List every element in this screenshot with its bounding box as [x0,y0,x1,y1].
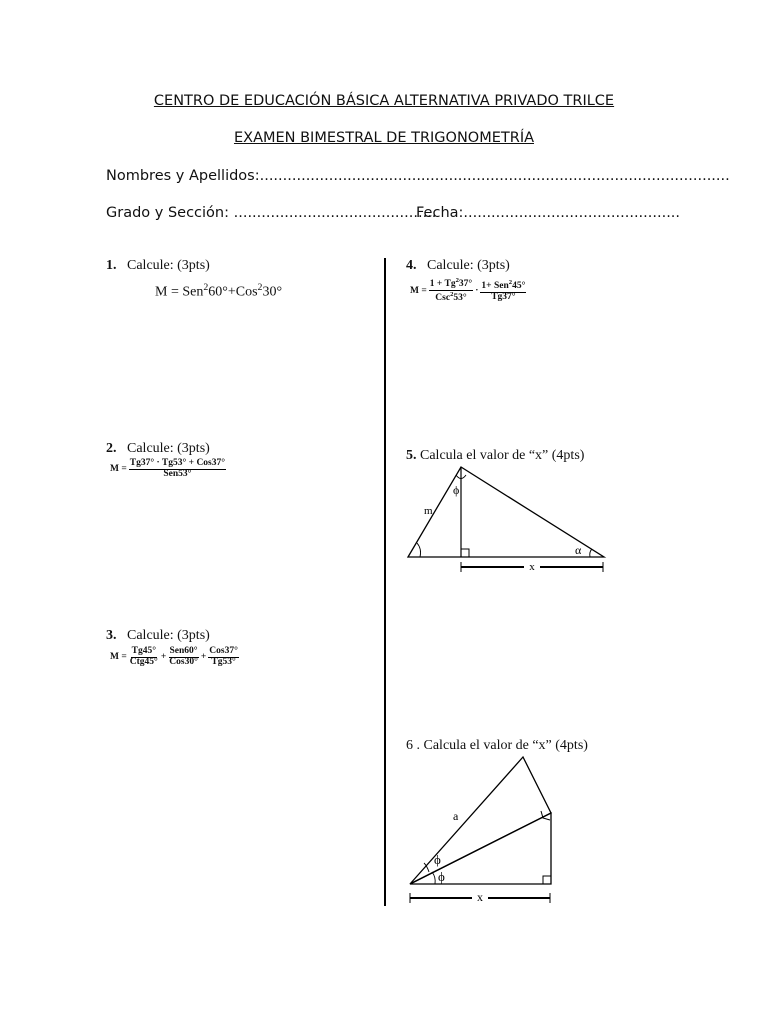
question-3-formula [110,647,239,668]
label-m: m [424,505,433,517]
fraction [168,647,199,668]
label-x: x [477,890,483,904]
formula-m: M = [410,285,427,296]
numerator: Sen60° [169,646,198,656]
fraction [480,279,526,303]
question-2-number: 2. [106,441,117,456]
right-angle-mark [543,876,551,884]
question-1-text: Calcule: (3pts) [127,258,210,273]
fraction [208,647,239,668]
formula-m: M = [110,464,127,475]
question-1-formula [155,282,282,301]
question-2-prompt [106,441,210,457]
exponent: 2 [455,277,459,284]
formula-part: 30° [262,284,283,300]
question-4-text: Calcule: (3pts) [427,258,510,273]
date-field-line: Fecha:............................................... [416,205,681,221]
label-a: a [453,809,459,823]
question-6-triangle-figure [400,750,560,910]
formula-part: 60°+Cos [208,284,258,300]
question-4-formula [410,277,526,304]
question-2-text: Calcule: (3pts) [127,441,210,456]
question-1-prompt [106,258,210,274]
question-3-prompt [106,628,210,644]
exponent: 2 [450,291,454,299]
numerator-text: 1+ Sen [481,280,509,291]
question-3-number: 3. [106,628,117,643]
exam-title: EXAMEN BIMESTRAL DE TRIGONOMETRÍA [233,130,535,146]
label-phi: ϕ [434,852,441,867]
question-6-text: Calcula el valor de “x” (4pts) [420,738,588,753]
question-4-number: 4. [406,258,417,273]
denominator-text: Csc [435,293,451,304]
formula-m: M = Sen [155,284,204,300]
plus-sign: + [160,652,167,663]
outer-triangle [410,757,551,884]
column-divider [384,258,386,906]
denominator-text: 53° [453,293,467,304]
exponent: 2 [257,282,263,293]
question-5-text: Calcula el valor de “x” (4pts) [416,448,585,463]
exponent: 2 [508,278,513,286]
plus-sign: + [200,652,207,663]
fraction [429,277,473,304]
denominator [434,291,467,304]
inner-triangle [410,813,551,884]
angle-arc [417,543,421,557]
multiply-sign: · [475,285,479,296]
denominator: Tg37° [491,291,516,302]
grade-field-line: Grado y Sección: ............................................ [106,205,437,221]
numerator-text: 1 + Tg [429,279,456,290]
denominator: Sen53° [163,468,192,479]
label-phi: ϕ [453,483,460,497]
question-6-number: 6 . [406,738,420,753]
question-3-text: Calcule: (3pts) [127,628,210,643]
fraction [129,647,159,668]
exponent: 2 [203,282,209,293]
formula-m: M = [110,652,127,663]
numerator: Cos37° [209,646,238,656]
fraction [129,459,226,480]
label-alpha: α [575,543,582,557]
numerator: Tg37° · Tg53° + Cos37° [129,458,226,468]
names-field-line: Nombres y Apellidos:...................................................................................................... [106,168,730,184]
question-1-number: 1. [106,258,117,273]
angle-arc [432,872,435,884]
label-phi: ϕ [438,869,445,884]
denominator: Ctg45° [129,656,158,667]
denominator: Tg53° [211,656,236,667]
right-angle-mark [461,549,469,557]
numerator: Tg45° [131,646,156,656]
label-x: x [529,561,535,573]
question-5-number: 5. [406,448,417,463]
question-4-prompt [406,258,510,274]
numerator-text: 37° [458,279,473,290]
question-2-formula [110,459,226,480]
school-title: CENTRO DE EDUCACIÓN BÁSICA ALTERNATIVA PRIVADO TRILCE [153,93,615,109]
numerator [480,279,526,293]
angle-arc [590,549,592,557]
question-5-triangle-figure [400,460,620,580]
denominator: Cos30° [169,656,198,667]
numerator-text: 45° [512,280,526,291]
numerator [429,277,473,291]
